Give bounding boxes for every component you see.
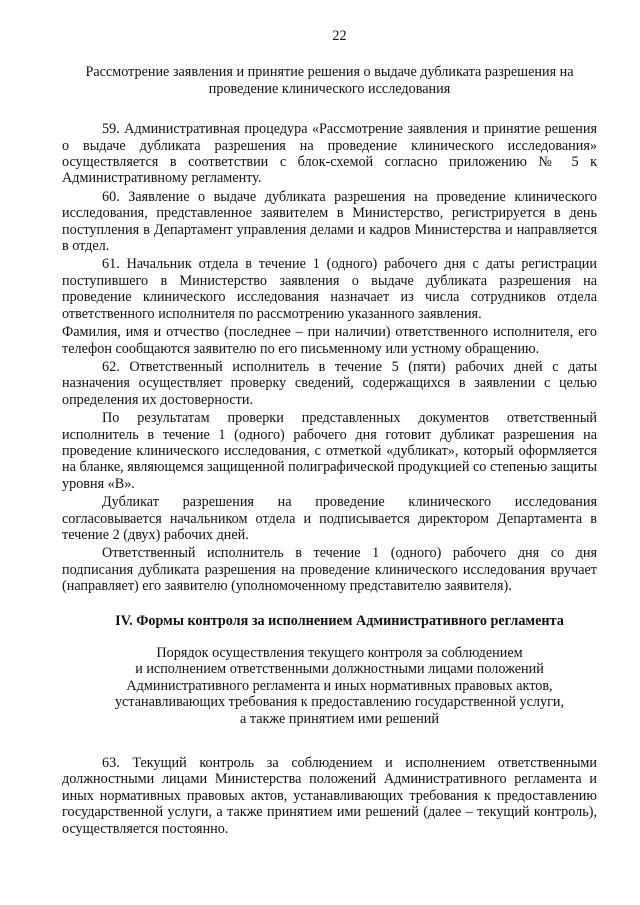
chapter-heading: IV. Формы контроля за исполнением Административного регламента [115, 612, 564, 629]
paragraph-61: 61. Начальник отдела в течение 1 (одного) рабочего дня с даты регистрации поступившего в Министерство заявления о выдаче дубликата разрешения на проведение клинического исследования назначает из числа сотрудников отдела ответственного исполнителя по рассмотрению указанного заявления. [62, 256, 597, 322]
subheading [62, 645, 597, 727]
paragraph-59: 59. Административная процедура «Рассмотрение заявления и принятие решения о выдаче дубликата разрешения на проведение клинического исследования» осуществляется в соответствии с блок-схемой согласно приложению № 5 к Административному регламенту. [62, 121, 597, 187]
subheading-line: устанавливающих требования к предоставлению государственной услуги, [114, 694, 565, 711]
subheading-line: и исполнением ответственными должностными лицами положений [135, 661, 544, 678]
document-page [62, 28, 597, 839]
paragraph-60: 60. Заявление о выдаче дубликата разрешения на проведение клинического исследования, представленное заявителем в Министерство, регистрируется в день поступления в Департамент управления делами и кадров Министерства и направляется в отдел. [62, 188, 597, 255]
subheading-line: а также принятием ими решений [240, 710, 439, 727]
paragraph-duplicate-approval: Дубликат разрешения на проведение клинического исследования согласовывается начальником отдела и подписывается директором Департамента в течение 2 (двух) рабочих дней. [62, 494, 597, 543]
paragraph-63: 63. Текущий контроль за соблюдением и исполнением ответственными должностными лицами Министерства положений Административного регламента и иных нормативных правовых актов, устанавливающих требования к предоставлению государственной услуги, а также принятием ими решений (далее – текущий контроль), осуществляется постоянно. [62, 755, 597, 837]
paragraph-duplicate-delivery: Ответственный исполнитель в течение 1 (одного) рабочего дня со дня подписания дубликата разрешения на проведение клинического исследования вручает (направляет) его заявителю (уполномоченному представителю заявителя). [62, 545, 597, 595]
subheading-line: Административного регламента и иных нормативных правовых актов, [126, 677, 553, 694]
section-title: Рассмотрение заявления и принятие решения о выдаче дубликата разрешения на проведение клинического исследования [85, 64, 574, 97]
subheading-line: Порядок осуществления текущего контроля за соблюдением [156, 645, 523, 661]
paragraph-fio: Фамилия, имя и отчество (последнее – при наличии) ответственного исполнителя, его телефон сообщаются заявителю по его письменному или устному обращению. [62, 324, 597, 357]
paragraph-check-results: По результатам проверки представленных документов ответственный исполнитель в течение 1 (одного) рабочего дня готовит дубликат разрешения на проведение клинического исследования, с отметкой «дубликат», который оформляется на бланке, являющемся защищенной полиграфической продукцией со степенью защиты уровня «В». [62, 410, 597, 492]
paragraph-62: 62. Ответственный исполнитель в течение 5 (пяти) рабочих дней с даты назначения осуществляет проверку сведений, содержащихся в заявлении с целью определения их достоверности. [62, 358, 597, 408]
page-number: 22 [332, 28, 347, 44]
